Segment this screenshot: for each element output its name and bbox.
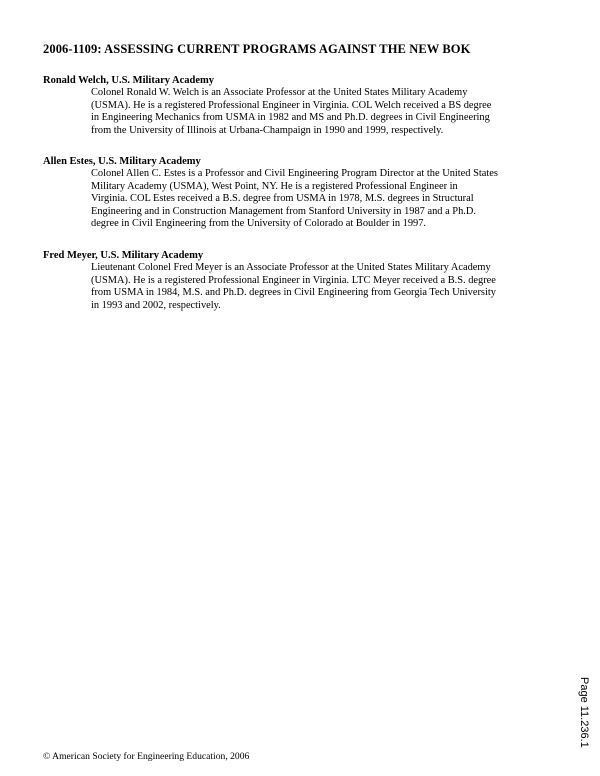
author-block-welch [43,75,563,137]
bio-line: in 1993 and 2002, respectively. [91,299,221,311]
author-bio [91,262,561,312]
bio-line: Lieutenant Colonel Fred Meyer is an Associate Professor at the United States Military Academy [91,262,491,273]
author-name: Ronald Welch, U.S. Military Academy [43,75,215,86]
author-bio [91,168,561,231]
author-block-meyer [43,250,563,312]
bio-line: in Engineering Mechanics from USMA in 1982 and MS and Ph.D. degrees in Civil Engineering [91,112,490,124]
bio-line: from USMA in 1984, M.S. and Ph.D. degrees in Civil Engineering from Georgia Tech University [91,287,496,299]
author-bio [91,87,561,137]
bio-line: (USMA). He is a registered Professional Engineer in Virginia. LTC Meyer received a B.S. degree [91,274,496,286]
copyright-footer: © American Society for Engineering Education, 2006 [43,751,250,762]
bio-line: Colonel Allen C. Estes is a Professor and Civil Engineering Program Director at the United States [91,168,498,179]
author-name: Allen Estes, U.S. Military Academy [43,156,201,167]
author-block-estes [43,156,563,231]
bio-line: Military Academy (USMA), West Point, NY. He is a registered Professional Engineer in [91,180,458,192]
bio-line: (USMA). He is a registered Professional Engineer in Virginia. COL Welch received a BS degree [91,99,492,111]
bio-line: Colonel Ronald W. Welch is an Associate Professor at the United States Military Academy [91,87,468,98]
author-name: Fred Meyer, U.S. Military Academy [43,250,204,261]
page-number: Page 11.236.1 [578,677,590,748]
bio-line: Virginia. COL Estes received a B.S. degree from USMA in 1978, M.S. degrees in Structural [91,193,474,205]
bio-line: degree in Civil Engineering from the University of Colorado at Boulder in 1997. [91,218,427,230]
bio-line: from the University of Illinois at Urbana-Champaign in 1990 and 1999, respectively. [91,124,444,136]
bio-line: Engineering and in Construction Management from Stanford University in 1987 and a Ph.D. [91,205,476,217]
paper-title: 2006-1109: ASSESSING CURRENT PROGRAMS AGAINST THE NEW BOK [43,42,471,56]
